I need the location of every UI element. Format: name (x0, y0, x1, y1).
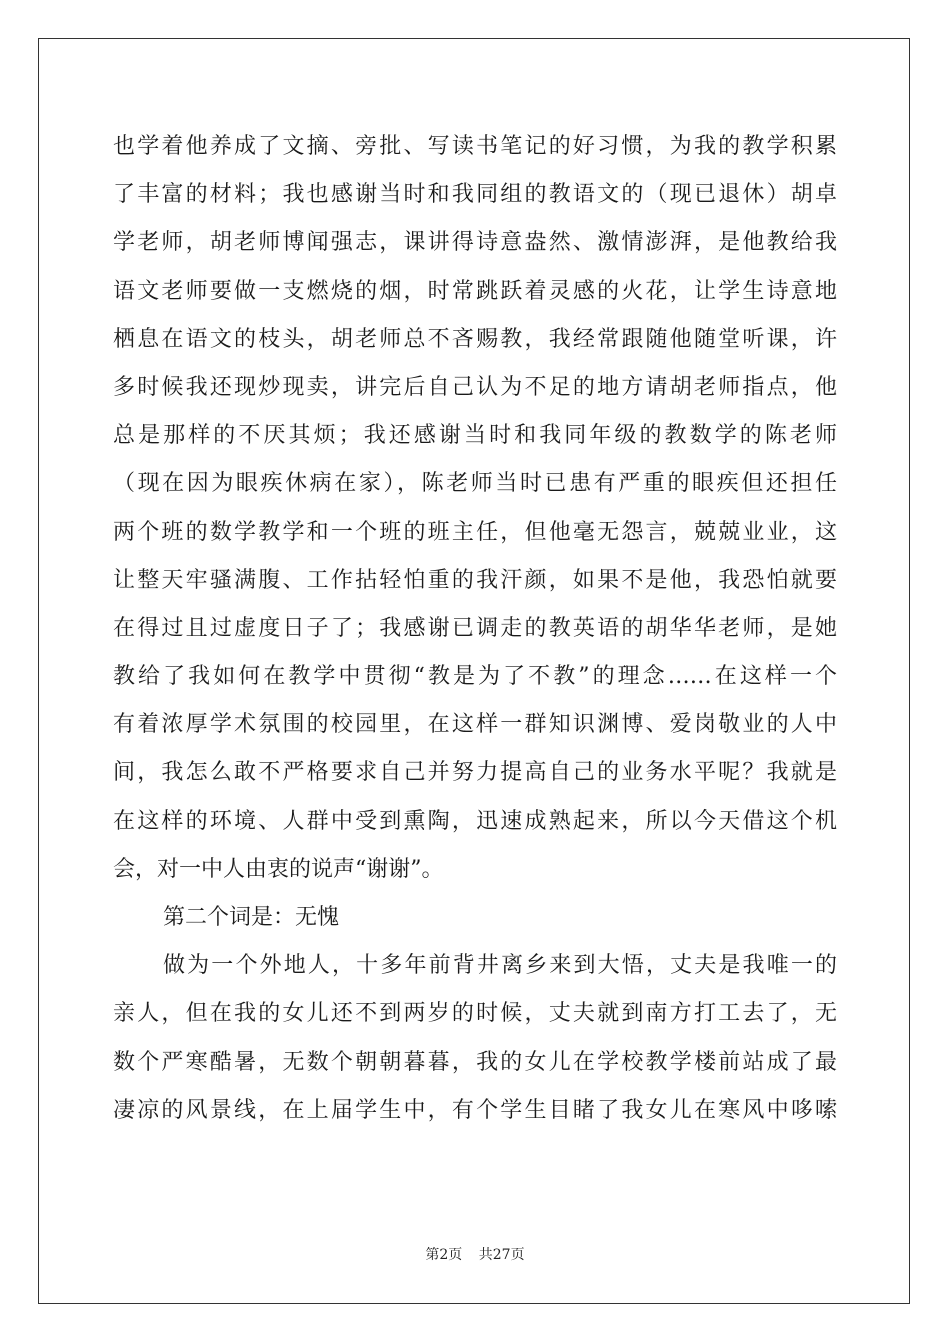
text-line: 总是那样的不厌其烦；我还感谢当时和我同年级的教数学的陈老师 (113, 423, 837, 449)
text-line: 让整天牢骚满腹、工作拈轻怕重的我汗颜，如果不是他，我恐怕就要 (113, 567, 837, 593)
text-line: 栖息在语文的枝头，胡老师总不吝赐教，我经常跟随他随堂听课，许 (113, 326, 837, 352)
section-heading: 第二个词是：无愧 (163, 905, 340, 930)
text-line: 凄凉的风景线，在上届学生中，有个学生目睹了我女儿在寒风中哆嗦 (113, 1097, 837, 1123)
page-total: 共27页 (478, 1247, 525, 1263)
page-number: 第2页 (425, 1247, 463, 1263)
text-line: 在得过且过虚度日子了；我感谢已调走的教英语的胡华华老师，是她 (113, 615, 837, 641)
text-line: 教给了我如何在教学中贯彻“教是为了不教”的理念……在这样一个 (113, 664, 837, 690)
text-line: 有着浓厚学术氛围的校园里，在这样一群知识渊博、爱岗敬业的人中 (113, 712, 837, 738)
text-line: （现在因为眼疾休病在家），陈老师当时已患有严重的眼疾但还担任 (113, 471, 837, 497)
text-line: 了丰富的材料；我也感谢当时和我同组的教语文的（现已退休）胡卓 (113, 182, 837, 208)
text-line: 做为一个外地人，十多年前背井离乡来到大悟，丈夫是我唯一的 (163, 953, 837, 979)
text-line: 亲人，但在我的女儿还不到两岁的时候，丈夫就到南方打工去了，无 (113, 1001, 837, 1027)
text-line: 也学着他养成了文摘、旁批、写读书笔记的好习惯，为我的教学积累 (113, 134, 837, 159)
text-line: 在这样的环境、人群中受到熏陶，迅速成熟起来，所以今天借这个机 (113, 808, 837, 834)
text-line: 多时候我还现炒现卖，讲完后自己认为不足的地方请胡老师指点，他 (113, 374, 837, 400)
text-line: 学老师，胡老师博闻强志，课讲得诗意盎然、激情澎湃，是他教给我 (113, 230, 837, 256)
text-line: 间，我怎么敢不严格要求自己并努力提高自己的业务水平呢？我就是 (113, 760, 837, 786)
text-line: 语文老师要做一支燃烧的烟，时常跳跃着灵感的火花，让学生诗意地 (113, 278, 837, 304)
text-line: 数个严寒酷暑，无数个朝朝暮暮，我的女儿在学校教学楼前站成了最 (113, 1049, 837, 1075)
text-line: 两个班的数学教学和一个班的班主任，但他毫无怨言，兢兢业业，这 (113, 519, 837, 545)
text-line: 会，对一中人由衷的说声“谢谢”。 (113, 856, 444, 882)
page-footer (0, 1244, 950, 1264)
document-body (113, 127, 837, 1139)
